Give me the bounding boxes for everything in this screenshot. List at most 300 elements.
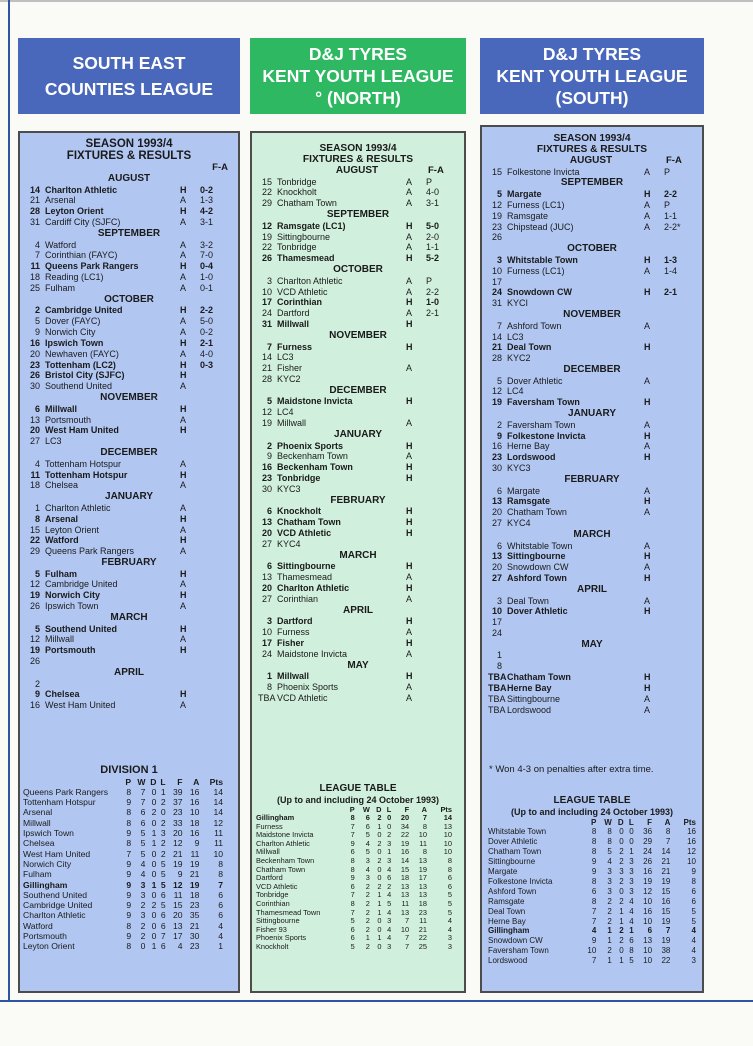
fixture-row	[488, 486, 696, 497]
fixture-opponent: Herne Bay	[507, 441, 550, 452]
fixture-venue: A	[406, 693, 413, 703]
table-cell: 6	[447, 873, 452, 883]
fixture-venue: A	[644, 375, 651, 386]
fixture-result	[200, 634, 232, 645]
table-cell: 13	[418, 881, 427, 891]
table-cell: 6	[160, 910, 166, 921]
team-name: Knockholt	[256, 942, 289, 951]
fixture-venue: A	[406, 308, 413, 319]
fixture-venue: H	[644, 287, 651, 298]
fixture-result	[200, 503, 232, 514]
fixture-opponent: Beckenham Town	[277, 451, 348, 462]
fixture-date: 27	[29, 436, 40, 447]
fixture-date: 2	[34, 305, 40, 316]
fixture-date: 20	[261, 528, 272, 539]
table-cell: 4	[387, 933, 392, 943]
table-cell: 19	[172, 858, 183, 869]
fixture-opponent: Maidstone Invicta	[277, 648, 348, 659]
team-name: Ramsgate	[488, 896, 525, 906]
fixture-date: 1	[34, 502, 40, 513]
fixture-result: 2-2*	[664, 221, 681, 232]
fixture-result	[426, 451, 458, 462]
table-row	[256, 943, 452, 952]
fixture-result: P	[426, 176, 433, 187]
team-name: Norwich City	[23, 858, 72, 869]
fixture-venue: H	[180, 535, 187, 546]
table-cell: 16	[687, 827, 696, 837]
table-cell: 2	[160, 838, 166, 849]
fixture-date: 26	[29, 601, 40, 612]
table-cell: 0	[377, 873, 382, 883]
team-name: Millwall	[23, 817, 51, 828]
table-cell: 12	[172, 879, 183, 890]
fixture-row	[488, 266, 696, 277]
fixture-date: 23	[29, 359, 40, 370]
fixtures-list	[488, 167, 696, 716]
fixture-row	[26, 645, 232, 656]
fixture-opponent: Tonbridge	[277, 242, 317, 253]
team-name: Cambridge United	[23, 900, 93, 911]
fixture-opponent: VCD Athletic	[277, 693, 328, 703]
fixture-date: 1	[496, 650, 502, 661]
table-cell: 0	[629, 837, 634, 847]
table-cell: 4	[218, 920, 223, 931]
month-heading: JANUARY	[334, 429, 382, 440]
fixture-result	[200, 525, 232, 536]
fixture-opponent: Bristol City (SJFC)	[45, 370, 125, 381]
fixture-result: 0-2	[200, 327, 214, 338]
fixture-result	[426, 396, 458, 407]
table-cell: 3	[447, 942, 452, 951]
fixture-opponent: Charlton Athletic	[45, 502, 111, 513]
month-heading: NOVEMBER	[329, 329, 387, 341]
table-cell: 2	[619, 926, 624, 936]
table-cell: 19	[661, 876, 671, 886]
fixture-row	[258, 572, 458, 583]
table-cell: 16	[643, 906, 653, 916]
fixture-date: 20	[491, 562, 502, 573]
table-cell: 8	[218, 869, 223, 880]
fixture-date: 26	[491, 232, 502, 243]
fixture-date: 10	[261, 286, 272, 297]
fixture-row	[488, 562, 696, 573]
fixture-result	[200, 569, 232, 580]
fa-header: F-A	[428, 164, 444, 176]
table-row	[488, 926, 696, 936]
fixtures-section	[252, 143, 464, 704]
fixture-row	[258, 506, 458, 517]
fixture-opponent: Margate	[507, 189, 542, 200]
fixture-opponent: Knockholt	[277, 187, 317, 198]
table-cell: 3	[607, 886, 612, 896]
table-cell: 10	[643, 946, 653, 956]
fixture-venue	[406, 539, 426, 550]
fixture-result	[664, 705, 696, 716]
month-heading: AUGUST	[569, 154, 613, 166]
fixture-row	[26, 370, 232, 381]
table-cell: 13	[418, 856, 427, 866]
fixture-date: 6	[496, 540, 502, 551]
fixture-row	[26, 480, 232, 491]
table-cell: 20	[400, 813, 410, 823]
fixture-date: 10	[261, 627, 272, 638]
table-cell: 0	[151, 817, 157, 828]
fixture-venue: A	[180, 700, 187, 711]
table-cell: 19	[189, 858, 200, 869]
fixtures-title: FIXTURES & RESULTS	[536, 144, 648, 156]
fixture-date: 29	[29, 546, 40, 557]
fixture-date: 12	[491, 386, 502, 397]
table-header-cell: Pts	[209, 776, 223, 787]
table-cell: 12	[643, 886, 653, 896]
table-cell: 14	[213, 807, 223, 818]
header-kent-youth-north	[250, 38, 466, 114]
fixture-date: 26	[29, 370, 40, 381]
fixture-date: TBA	[258, 693, 276, 703]
fixture-opponent: Fisher	[277, 363, 303, 374]
fixture-date: 13	[491, 496, 502, 507]
fixture-row	[488, 463, 696, 474]
table-cell: 12	[687, 847, 696, 857]
month-heading: JANUARY	[105, 491, 153, 503]
team-name: Portsmouth	[23, 931, 67, 942]
fixture-row	[488, 397, 696, 408]
table-cell: 7	[160, 931, 166, 942]
team-name: Faversham Town	[488, 946, 549, 956]
table-cell: 14	[213, 786, 223, 797]
table-header-cell: P	[349, 804, 355, 814]
fixture-opponent: Dover Athletic	[507, 606, 568, 617]
table-cell: 5	[629, 956, 634, 966]
fixture-venue: A	[180, 414, 187, 425]
table-cell: 2	[365, 907, 370, 917]
fixture-date: 8	[496, 661, 502, 672]
team-name: Whitstable Town	[488, 827, 547, 837]
fixture-opponent: Furness	[277, 341, 313, 352]
table-cell: 5	[160, 879, 166, 890]
table-cell: 13	[400, 890, 410, 900]
table-cell: 9	[194, 838, 200, 849]
fixture-date: 2	[496, 419, 502, 430]
table-cell: 6	[350, 881, 355, 891]
fixture-row	[26, 535, 232, 546]
table-row	[488, 917, 696, 927]
fixture-opponent: VCD Athletic	[277, 286, 328, 297]
fixture-result	[664, 551, 696, 562]
fixture-date: TBA	[488, 683, 507, 693]
fixture-venue: A	[406, 572, 413, 583]
fixture-result	[664, 694, 696, 705]
table-row	[23, 921, 223, 931]
fixture-result: 7-0	[200, 250, 214, 261]
fixture-row	[26, 185, 232, 196]
fixture-result: 2-1	[200, 337, 214, 348]
table-cell: 0	[387, 813, 392, 823]
fixture-opponent: Ramsgate	[507, 496, 551, 507]
table-cell: 16	[189, 828, 200, 839]
month-heading: SEPTEMBER	[560, 177, 624, 189]
fixture-date: 19	[491, 397, 502, 408]
table-cell: 3	[619, 867, 624, 877]
fixture-venue: A	[180, 250, 187, 261]
table-cell: 4	[591, 926, 597, 936]
table-cell: 0	[151, 858, 157, 869]
fixture-result: 1-1	[664, 210, 678, 221]
table-cell: 35	[189, 910, 200, 921]
table-cell: 8	[126, 941, 132, 952]
fixture-venue: H	[180, 590, 187, 601]
table-row	[23, 787, 223, 797]
fixture-date: 7	[496, 320, 502, 331]
fixture-result	[426, 572, 458, 583]
fixture-date: 5	[34, 623, 40, 634]
table-header-cell: L	[160, 776, 166, 787]
month-heading: MAY	[347, 659, 369, 671]
table-cell: 0	[377, 942, 382, 951]
table-cell: 11	[190, 848, 200, 859]
fixture-venue: A	[180, 579, 187, 590]
table-cell: 16	[189, 786, 200, 797]
fixture-opponent: Portsmouth	[45, 414, 92, 425]
fixture-opponent: Deal Town	[507, 342, 552, 353]
fixture-date: 22	[29, 535, 40, 546]
fixture-result	[664, 650, 696, 661]
table-cell: 9	[126, 858, 132, 869]
table-header-team	[488, 818, 578, 828]
table-cell: 10	[443, 847, 452, 857]
table-cell: 5	[365, 830, 370, 840]
table-cell: 5	[140, 828, 146, 839]
fixture-date: 27	[491, 573, 502, 584]
fixture-opponent: Knockholt	[277, 506, 321, 517]
table-header-cell: D	[617, 817, 624, 827]
table-row	[23, 941, 223, 951]
table-header-row	[23, 777, 223, 787]
table-row	[23, 818, 223, 828]
fixture-row	[258, 198, 458, 209]
fixture-venue: H	[180, 206, 187, 217]
fixture-date: 17	[261, 638, 272, 649]
table-cell: 5	[387, 899, 392, 909]
fixture-date: 29	[261, 198, 272, 209]
fixture-row	[258, 187, 458, 198]
fixture-result	[664, 672, 696, 683]
table-cell: 19	[643, 876, 653, 886]
table-cell: 2	[377, 813, 382, 823]
fixture-opponent: Sittingbourne	[277, 561, 336, 572]
table-cell: 8	[350, 899, 355, 909]
fixture-opponent: Chelsea	[45, 689, 80, 700]
fixture-venue: H	[406, 506, 413, 517]
fixture-date: 30	[261, 483, 272, 494]
fixture-venue: A	[406, 363, 413, 374]
fixture-date: 12	[261, 220, 272, 231]
table-cell: 9	[177, 869, 183, 880]
month-heading: DECEMBER	[329, 384, 387, 396]
fixture-row	[26, 425, 232, 436]
league-table	[256, 806, 452, 952]
fixture-date: 17	[491, 276, 502, 287]
month-row	[258, 166, 458, 177]
team-name: Deal Town	[488, 906, 526, 916]
table-cell: 6	[350, 847, 355, 857]
team-name: Leyton Orient	[23, 941, 75, 952]
fixture-date: 30	[29, 381, 40, 392]
fa-header: F-A	[666, 154, 682, 166]
table-cell: 15	[400, 864, 410, 874]
table-cell: 4	[387, 864, 392, 874]
table-cell: 4	[607, 857, 612, 867]
fixture-row	[258, 682, 458, 693]
table-cell: 4	[447, 924, 452, 934]
fixture-venue	[644, 298, 664, 309]
fixture-result	[664, 463, 696, 474]
fixture-opponent	[507, 232, 644, 243]
fixture-result	[664, 342, 696, 353]
table-cell: 5	[160, 858, 166, 869]
month-heading: APRIL	[577, 583, 607, 595]
fixture-row	[488, 420, 696, 431]
fixture-result	[426, 638, 458, 649]
table-cell: 4	[218, 931, 223, 942]
fixture-opponent: Leyton Orient	[45, 524, 100, 535]
fixture-result: 5-2	[426, 253, 440, 264]
fixture-result: 4-2	[200, 206, 214, 217]
header-line: ° (NORTH)	[315, 88, 401, 108]
fixture-date: 7	[34, 250, 40, 261]
table-cell: 0	[377, 864, 382, 874]
fixture-row	[26, 327, 232, 338]
table-row	[23, 828, 223, 838]
table-cell: 1	[151, 838, 157, 849]
header-kent-youth-south	[480, 38, 704, 114]
fixture-result	[664, 518, 696, 529]
fixture-opponent: LC4	[507, 386, 524, 397]
fixture-result	[664, 376, 696, 387]
table-cell: 14	[661, 847, 671, 857]
fixture-opponent: Fisher	[277, 638, 305, 649]
table-header-cell: Pts	[440, 804, 452, 814]
table-cell: 4	[387, 924, 392, 934]
fixture-row	[26, 217, 232, 228]
table-cell: 7	[404, 933, 410, 943]
table-cell: 20	[172, 910, 183, 921]
fixture-date: 8	[266, 682, 272, 693]
fixture-venue	[644, 332, 664, 343]
fixture-row	[26, 569, 232, 580]
fixture-date: 24	[261, 648, 272, 659]
table-cell: 5	[350, 916, 355, 926]
table-cell: 4	[447, 916, 452, 926]
fixture-row	[258, 671, 458, 682]
fixture-date: 12	[29, 579, 40, 590]
table-cell: 10	[643, 916, 653, 926]
table-cell: 2	[607, 896, 612, 906]
fixture-date: 5	[496, 189, 502, 200]
fixture-venue: H	[180, 370, 187, 381]
table-cell: 1	[377, 899, 382, 909]
fixture-opponent: Faversham Town	[507, 419, 576, 430]
table-header-cell: L	[386, 804, 392, 814]
team-name: Sittingbourne	[488, 857, 536, 867]
fixture-venue	[644, 628, 664, 639]
fixture-result	[426, 352, 458, 363]
fixture-row	[488, 518, 696, 529]
fixture-row	[488, 200, 696, 211]
fixture-row	[488, 332, 696, 343]
table-cell: 9	[126, 889, 132, 900]
fixture-row	[488, 255, 696, 266]
fixture-venue: H	[644, 189, 651, 200]
table-cell: 21	[418, 924, 427, 934]
fixture-date: 28	[261, 374, 272, 385]
table-cell: 8	[126, 838, 132, 849]
table-cell: 1	[619, 916, 624, 926]
fixture-opponent: Queens Park Rangers	[45, 261, 139, 272]
table-header-cell: F	[647, 817, 653, 827]
table-cell: 7	[404, 916, 410, 926]
fixture-opponent: Herne Bay	[507, 683, 552, 693]
fixture-row	[26, 689, 232, 700]
table-cell: 8	[447, 864, 452, 874]
fixture-row	[26, 579, 232, 590]
table-cell: 0	[140, 941, 146, 952]
fixture-row	[26, 459, 232, 470]
fixture-row	[488, 551, 696, 562]
fixture-date: 26	[29, 656, 40, 667]
fixture-opponent: Corinthian	[277, 593, 319, 604]
fixture-venue: A	[180, 327, 187, 338]
team-name: Sittingbourne	[256, 916, 300, 926]
fixture-venue: A	[180, 348, 187, 359]
fixture-row	[258, 627, 458, 638]
fixture-opponent: Watford	[45, 239, 77, 250]
fixture-opponent: Snowdown CW	[507, 562, 569, 573]
fixture-date: 5	[34, 568, 40, 579]
table-cell: 6	[591, 886, 597, 896]
fixture-date: 3	[266, 616, 272, 627]
fixture-opponent: Corinthian (FAYC)	[45, 250, 118, 261]
fixture-venue	[406, 374, 426, 385]
fixture-row	[258, 297, 458, 308]
fixture-row	[26, 360, 232, 371]
league-table-title: LEAGUE TABLE	[553, 795, 631, 806]
fixture-venue: H	[406, 341, 413, 352]
fixture-date: 23	[491, 452, 502, 463]
table-cell: 0	[619, 837, 624, 847]
month-heading: OCTOBER	[104, 293, 154, 305]
fixture-result	[200, 656, 232, 667]
table-header-cell: F	[177, 776, 183, 787]
fixture-row	[488, 694, 696, 705]
fixture-date: 20	[491, 507, 502, 518]
month-heading: NOVEMBER	[100, 392, 158, 404]
fixture-venue: H	[406, 638, 413, 649]
fixture-row	[26, 514, 232, 525]
table-cell: 11	[214, 828, 223, 839]
table-cell: 8	[218, 858, 223, 869]
table-row	[488, 837, 696, 847]
table-cell: 2	[387, 830, 392, 840]
team-name: Gillingham	[488, 926, 530, 936]
month-heading: DECEMBER	[563, 364, 621, 376]
table-row	[23, 797, 223, 807]
table-cell: 3	[365, 856, 370, 866]
table-cell: 15	[661, 886, 671, 896]
fixture-result	[426, 363, 458, 374]
table-cell: 8	[591, 827, 597, 837]
table-cell: 4	[629, 896, 634, 906]
